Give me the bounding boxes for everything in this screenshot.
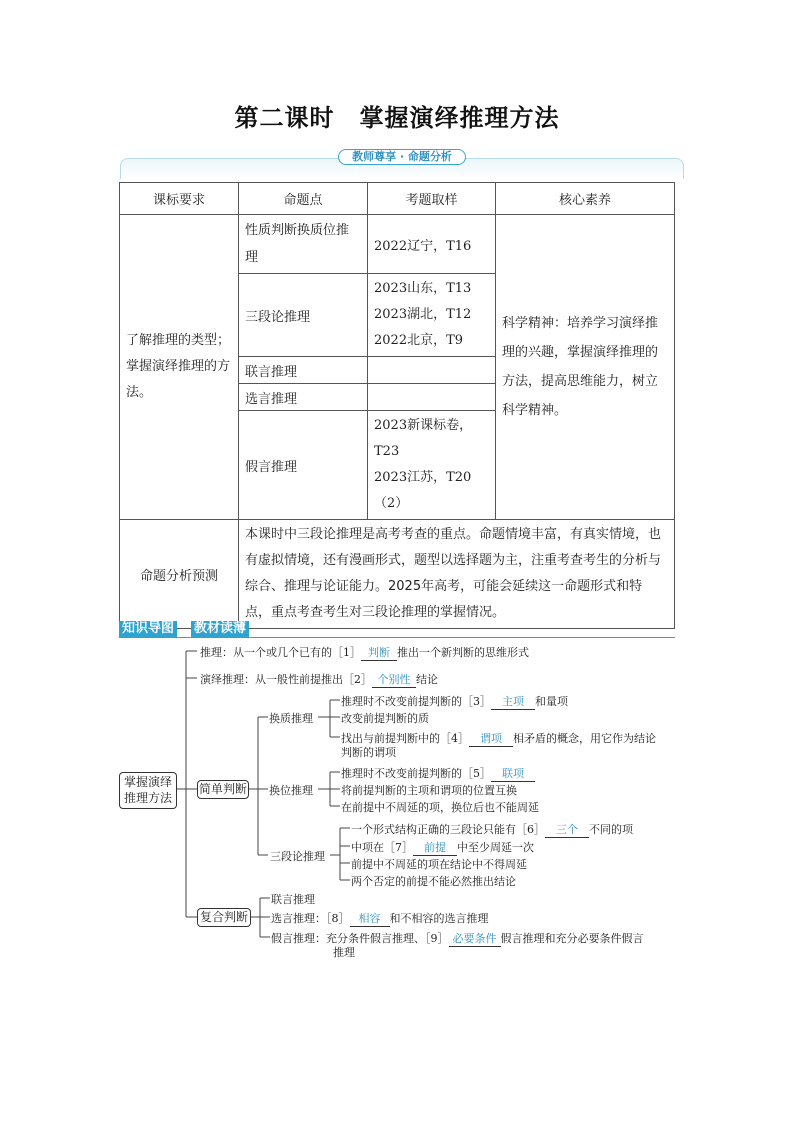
requirement-cell: 了解推理的类型；掌握演绎推理的方法。 bbox=[120, 215, 239, 520]
answer-5: 联项 bbox=[491, 765, 535, 782]
answer-2: 个别性 bbox=[372, 671, 416, 688]
node-text: 选言推理：［8］ bbox=[271, 912, 350, 925]
literacy-cell: 科学精神：培养学习演绎推理的兴趣，掌握演绎推理的方法，提高思维能力，树立科学精神。 bbox=[496, 215, 675, 520]
node-text: 不同的项 bbox=[589, 823, 633, 836]
answer-9: 必要条件 bbox=[449, 930, 501, 947]
node-text: 推理时不改变前提判断的［5］ bbox=[341, 767, 491, 780]
node-text: 演绎推理：从一般性前提推出［2］ bbox=[200, 673, 372, 686]
node-hw2: 将前提判断的主项和谓项的位置互换 bbox=[341, 784, 517, 797]
node-huanwei: 换位推理 bbox=[269, 784, 313, 797]
node-text: 结论 bbox=[416, 673, 438, 686]
node-huanzhi: 换质推理 bbox=[269, 712, 313, 725]
node-sanduan: 三段论推理 bbox=[270, 850, 325, 863]
node-text: 推理：从一个或几个已有的［1］ bbox=[200, 646, 361, 659]
tag-textbook: 教材读薄 bbox=[191, 621, 249, 637]
node-sd3: 前提中不周延的项在结论中不得周延 bbox=[351, 858, 527, 871]
node-text: 一个形式结构正确的三段论只能有［6］ bbox=[351, 823, 545, 836]
node-reasoning bbox=[200, 644, 529, 661]
node-text: 和量项 bbox=[535, 695, 568, 708]
analysis-text: 本课时中三段论推理是高考考查的重点。命题情境丰富，有真实情境，也有虚拟情境，还有漫画形式，题型以选择题为主，注重考查考生的分析与综合、推理与论证能力。2025年高考，可能会延续这一命题形式和特点，重点考查考生对三段论推理的掌握情况。 bbox=[239, 520, 675, 629]
answer-1: 判断 bbox=[361, 644, 397, 661]
node-text: 假言推理：充分条件假言推理、［9］ bbox=[271, 932, 449, 945]
node-c3-cont: 推理 bbox=[333, 946, 355, 959]
node-deduction bbox=[200, 671, 438, 688]
sample-cell: 2022辽宁，T16 bbox=[368, 215, 496, 274]
sample-cell: 2023山东，T13 2023湖北，T12 2022北京，T9 bbox=[368, 274, 496, 357]
page-title: 第二课时 掌握演绎推理方法 bbox=[234, 103, 560, 132]
node-hz2: 改变前提判断的质 bbox=[341, 712, 429, 725]
answer-7: 前提 bbox=[413, 839, 457, 856]
node-hw1 bbox=[341, 765, 535, 782]
point-cell: 性质判断换质位推理 bbox=[239, 215, 368, 274]
node-c2 bbox=[271, 910, 489, 927]
answer-4: 谓项 bbox=[469, 730, 513, 747]
node-text: 找出与前提判断中的［4］ bbox=[341, 732, 469, 745]
header-requirement: 课标要求 bbox=[120, 183, 239, 215]
header-point: 命题点 bbox=[239, 183, 368, 215]
node-sd4: 两个否定的前提不能必然推出结论 bbox=[351, 875, 516, 888]
node-sd2 bbox=[351, 839, 534, 856]
answer-6: 三个 bbox=[545, 821, 589, 838]
tag-knowledge-map: 知识导图 bbox=[119, 621, 177, 637]
point-cell: 联言推理 bbox=[239, 357, 368, 384]
node-text: 相矛盾的概念，用它作为结论 bbox=[513, 732, 656, 745]
simple-judgment-box: 简单判断 bbox=[197, 780, 249, 799]
banner-label: 教师尊享 · 命题分析 bbox=[338, 149, 466, 165]
point-cell: 选言推理 bbox=[239, 384, 368, 411]
answer-8: 相容 bbox=[350, 910, 390, 927]
header-literacy: 核心素养 bbox=[496, 183, 675, 215]
answer-3: 主项 bbox=[491, 693, 535, 710]
point-cell: 三段论推理 bbox=[239, 274, 368, 357]
node-text: 中至少周延一次 bbox=[457, 841, 534, 854]
header-sample: 考题取样 bbox=[368, 183, 496, 215]
node-hz3-cont: 判断的谓项 bbox=[341, 746, 396, 759]
node-text: 中项在［7］ bbox=[351, 841, 413, 854]
compound-judgment-box: 复合判断 bbox=[197, 908, 251, 927]
node-text: 推理时不改变前提判断的［3］ bbox=[341, 695, 491, 708]
node-text: 假言推理和充分必要条件假言 bbox=[500, 932, 644, 945]
node-sd1 bbox=[351, 821, 633, 838]
node-hw3: 在前提中不周延的项，换位后也不能周延 bbox=[341, 801, 539, 814]
node-text: 和不相容的选言推理 bbox=[389, 912, 489, 925]
analysis-label: 命题分析预测 bbox=[120, 520, 239, 629]
sample-cell: 2023新课标卷，T23 2023江苏，T20（2） bbox=[368, 411, 496, 520]
point-cell: 假言推理 bbox=[239, 411, 368, 520]
node-text: 推出一个新判断的思维形式 bbox=[397, 646, 529, 659]
mind-map-root: 掌握演绎推理方法 bbox=[119, 772, 177, 809]
node-hz1 bbox=[341, 693, 568, 710]
node-c1: 联言推理 bbox=[271, 893, 315, 906]
node-c3 bbox=[271, 930, 644, 947]
